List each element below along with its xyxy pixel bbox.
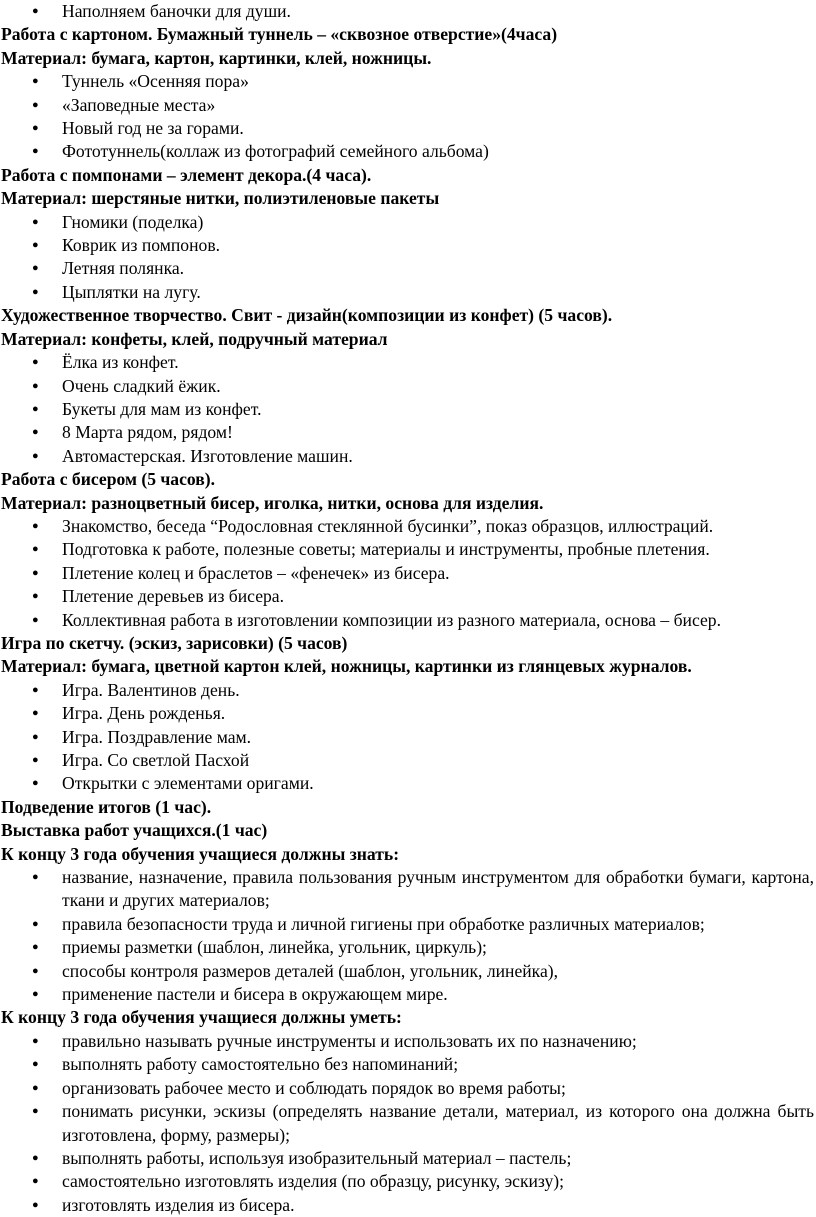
list-item-text: приемы разметки (шаблон, линейка, угольник, циркуль); (62, 937, 487, 958)
list-item (1, 609, 816, 632)
list-item (1, 726, 816, 749)
list-item (1, 375, 816, 398)
list-item-text: Игра. Поздравление мам. (62, 726, 252, 747)
list-item (1, 866, 816, 913)
list-item-text: Летняя полянка. (62, 258, 185, 279)
list-item-text: Букеты для мам из конфет. (62, 398, 262, 419)
list-item-text: изготовлять изделия из бисера. (62, 1194, 295, 1215)
section-heading: Художественное творчество. Свит - дизайн(композиции из конфет) (5 часов). (1, 305, 613, 326)
list-item (1, 515, 816, 538)
list-item-text: понимать рисунки, эскизы (определять название детали, материал, из которого она должна быть изготовлена, форму, размеры); (62, 1101, 814, 1145)
list-item-text: Подготовка к работе, полезные советы; материалы и инструменты, пробные плетения. (62, 539, 710, 560)
bullet-icon: ● (32, 543, 39, 556)
list-item (1, 257, 816, 280)
bullet-icon: ● (32, 964, 39, 977)
list-item (1, 281, 816, 304)
section-heading: К концу 3 года обучения учащиеся должны уметь: (1, 1007, 402, 1028)
list-item-text: выполнять работу самостоятельно без напоминаний; (62, 1054, 459, 1075)
bullet-list (1, 0, 816, 23)
list-item (1, 936, 816, 959)
list-item-text: Фототуннель(коллаж из фотографий семейного альбома) (62, 141, 489, 162)
list-item-text: Игра. День рожденья. (62, 703, 226, 724)
bullet-list (1, 70, 816, 164)
list-item-text: способы контроля размеров деталей (шаблон, угольник, линейка), (62, 960, 559, 981)
bullet-list (1, 1030, 816, 1217)
bullet-list (1, 679, 816, 796)
list-item-text: Гномики (поделка) (62, 211, 204, 232)
bullet-icon: ● (32, 871, 39, 884)
list-item-text: Знакомство, беседа “Родословная стеклянной бусинки”, показ образцов, иллюстраций. (62, 515, 714, 536)
list-item (1, 1030, 816, 1053)
list-item (1, 421, 816, 444)
bullet-icon: ● (32, 519, 39, 532)
bullet-list (1, 866, 816, 1006)
section-heading: Игра по скетчу. (эскиз, зарисовки) (5 часов) (1, 632, 348, 653)
bullet-icon: ● (32, 356, 39, 369)
document-content (1, 0, 816, 1217)
bullet-icon: ● (32, 215, 39, 228)
bullet-icon: ● (32, 285, 39, 298)
list-item-text: Игра. Со светлой Пасхой (62, 750, 250, 770)
section-heading: Материал: бумага, цветной картон клей, ножницы, картинки из глянцевых журналов. (1, 656, 692, 677)
bullet-icon: ● (32, 98, 39, 111)
bullet-icon: ● (32, 988, 39, 1001)
list-item-text: 8 Марта рядом, рядом! (62, 422, 233, 443)
list-item (1, 960, 816, 983)
list-item-text: организовать рабочее место и соблюдать порядок во время работы; (62, 1077, 566, 1098)
bullet-icon: ● (32, 707, 39, 720)
list-item (1, 562, 816, 585)
list-item (1, 1194, 816, 1217)
bullet-icon: ● (32, 5, 39, 17)
list-item (1, 679, 816, 702)
bullet-icon: ● (32, 262, 39, 275)
list-item (1, 117, 816, 140)
list-item (1, 398, 816, 421)
bullet-icon: ● (32, 379, 39, 392)
bullet-icon: ● (32, 1175, 39, 1188)
bullet-list (1, 351, 816, 468)
bullet-icon: ● (32, 1105, 39, 1118)
list-item (1, 445, 816, 468)
bullet-icon: ● (32, 75, 39, 88)
list-item (1, 749, 816, 772)
section-heading: Работа с бисером (5 часов). (1, 469, 216, 490)
list-item (1, 234, 816, 257)
bullet-icon: ● (32, 566, 39, 579)
bullet-icon: ● (32, 239, 39, 252)
list-item (1, 211, 816, 234)
bullet-icon: ● (32, 777, 39, 790)
bullet-icon: ● (32, 613, 39, 626)
list-item-text: Открытки с элементами оригами. (62, 773, 314, 794)
list-item-text: Коврик из помпонов. (62, 235, 221, 256)
section-heading: К концу 3 года обучения учащиеся должны знать: (1, 843, 400, 864)
bullet-icon: ● (32, 402, 39, 415)
bullet-icon: ● (32, 426, 39, 439)
list-item-text: название, назначение, правила пользования ручным инструментом для обработки бумаги, картона, ткани и других материалов; (62, 867, 814, 911)
list-item-text: Наполняем баночки для души. (62, 1, 291, 21)
bullet-icon: ● (32, 122, 39, 135)
list-item-text: Очень сладкий ёжик. (62, 375, 221, 396)
list-item (1, 70, 816, 93)
list-item (1, 94, 816, 117)
list-item (1, 585, 816, 608)
section-heading: Материал: бумага, картон, картинки, клей, ножницы. (1, 47, 432, 68)
section-heading: Подведение итогов (1 час). (1, 796, 212, 817)
section-heading: Выставка работ учащихся.(1 час) (1, 820, 268, 841)
bullet-icon: ● (32, 941, 39, 954)
list-item (1, 351, 816, 374)
bullet-icon: ● (32, 730, 39, 743)
bullet-icon: ● (32, 145, 39, 158)
bullet-icon: ● (32, 449, 39, 462)
list-item-text: Новый год не за горами. (62, 118, 244, 139)
bullet-icon: ● (32, 1058, 39, 1071)
section-heading: Работа с помпонами – элемент декора.(4 часа). (1, 164, 372, 185)
list-item-text: Коллективная работа в изготовлении композиции из разного материала, основа – бисер. (62, 609, 721, 630)
list-item-text: самостоятельно изготовлять изделия (по образцу, рисунку, эскизу); (62, 1171, 565, 1192)
bullet-list (1, 515, 816, 632)
bullet-icon: ● (32, 1198, 39, 1211)
list-item (1, 772, 816, 795)
list-item (1, 913, 816, 936)
bullet-icon: ● (32, 917, 39, 930)
bullet-icon: ● (32, 754, 39, 766)
list-item (1, 140, 816, 163)
list-item (1, 702, 816, 725)
list-item (1, 1170, 816, 1193)
list-item (1, 0, 816, 23)
list-item-text: Цыплятки на лугу. (62, 281, 201, 302)
section-heading: Материал: шерстяные нитки, полиэтиленовые пакеты (1, 188, 440, 209)
list-item-text: правила безопасности труда и личной гигиены при обработке различных материалов; (62, 913, 705, 934)
section-heading: Материал: разноцветный бисер, иголка, нитки, основа для изделия. (1, 492, 544, 513)
list-item-text: применение пастели и бисера в окружающем мире. (62, 984, 448, 1005)
list-item-text: правильно называть ручные инструменты и использовать их по назначению; (62, 1030, 637, 1051)
list-item-text: выполнять работы, используя изобразительный материал – пастель; (62, 1147, 572, 1168)
list-item-text: Туннель «Осенняя пора» (62, 71, 249, 92)
list-item (1, 1147, 816, 1170)
bullet-icon: ● (32, 1081, 39, 1094)
bullet-list (1, 211, 816, 305)
list-item-text: Автомастерская. Изготовление машин. (62, 445, 353, 466)
bullet-icon: ● (32, 683, 39, 696)
section-heading: Работа с картоном. Бумажный туннель – «сквозное отверстие»(4часа) (1, 24, 558, 45)
list-item (1, 1100, 816, 1147)
list-item-text: «Заповедные места» (62, 94, 216, 115)
bullet-icon: ● (32, 1034, 39, 1047)
list-item (1, 538, 816, 561)
list-item (1, 1077, 816, 1100)
section-heading: Материал: конфеты, клей, подручный материал (1, 328, 388, 349)
list-item-text: Игра. Валентинов день. (62, 679, 240, 700)
list-item-text: Плетение колец и браслетов – «фенечек» из бисера. (62, 562, 450, 583)
bullet-icon: ● (32, 590, 39, 603)
list-item (1, 1053, 816, 1076)
list-item-text: Плетение деревьев из бисера. (62, 586, 285, 607)
bullet-icon: ● (32, 1151, 39, 1164)
list-item (1, 983, 816, 1006)
list-item-text: Ёлка из конфет. (62, 352, 179, 373)
